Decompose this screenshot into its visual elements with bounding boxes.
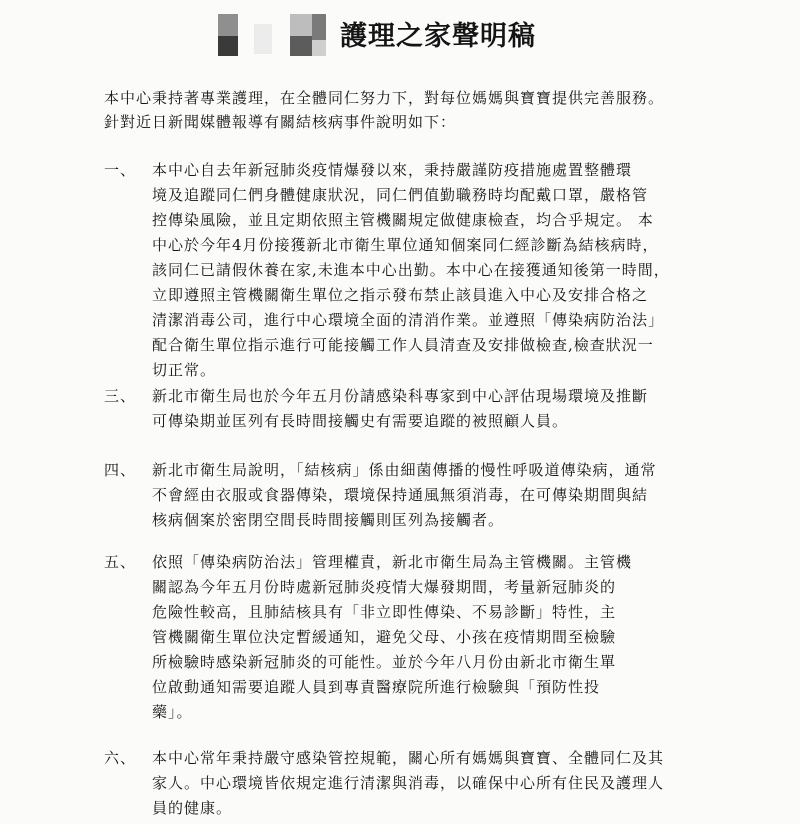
intro-paragraph xyxy=(104,86,664,134)
item-line: 境及追蹤同仁們身體健康狀況，同仁們值勤職務時均配戴口罩，嚴格管 xyxy=(152,186,649,204)
item-line: 本中心自去年新冠肺炎疫情爆發以來，秉持嚴謹防疫措施處置整體環 xyxy=(152,161,633,179)
item-line: 新北市衛生局說明，「結核病」係由細菌傳播的慢性呼吸道傳染病，通常 xyxy=(152,461,657,479)
item-number: 四、 xyxy=(104,461,137,479)
item-number: 五、 xyxy=(104,553,137,571)
item-line: 家人。中心環境皆依規定進行清潔與消毒，以確保中心所有住民及護理人 xyxy=(152,774,665,792)
item-line: 切正常。 xyxy=(152,361,217,379)
item-line: 管機關衛生單位決定暫緩通知，避免父母、小孩在疫情期間至檢驗 xyxy=(152,628,617,646)
item-line: 控傳染風險，並且定期依照主管機關規定做健康檢查，均合乎規定。 本 xyxy=(152,211,654,229)
item-line: 藥」。 xyxy=(152,703,193,721)
item-line: 所檢驗時感染新冠肺炎的可能性。並於今年八月份由新北市衛生單 xyxy=(152,653,617,671)
item-line: 中心於今年4月份接獲新北市衛生單位通知個案同仁經診斷為結核病時， xyxy=(152,236,659,254)
item-line: 配合衛生單位指示進行可能接觸工作人員清查及安排做檢查,檢查狀況一 xyxy=(152,336,654,354)
item-line: 清潔消毒公司，進行中心環境全面的清消作業。並遵照「傳染病防治法」 xyxy=(152,311,665,329)
item-number: 一、 xyxy=(104,161,137,179)
item-line: 關認為今年五月份時處新冠肺炎疫情大爆發期間，考量新冠肺炎的 xyxy=(152,578,617,596)
document-title: 護理之家聲明稿 xyxy=(340,21,536,52)
item-line: 核病個案於密閉空間長時間接觸則匡列為接觸者。 xyxy=(152,511,505,529)
item-line: 危險性較高，且肺結核具有「非立即性傳染、不易診斷」特性，主 xyxy=(152,603,617,621)
item-line: 本中心常年秉持嚴守感染管控規範，關心所有媽媽與寶寶、全體同仁及其 xyxy=(152,749,665,767)
item-line: 位啟動通知需要追蹤人員到專責醫療院所進行檢驗與「預防性投 xyxy=(152,678,601,696)
item-line: 依照「傳染病防治法」管理權責，新北市衛生局為主管機關。主管機 xyxy=(152,553,633,571)
item-line: 員的健康。 xyxy=(152,799,233,817)
item-line: 不會經由衣服或食器傳染，環境保持通風無須消毒，在可傳染期間與結 xyxy=(152,486,649,504)
intro-line: 針對近日新聞媒體報導有關結核病事件說明如下： xyxy=(104,113,457,131)
intro-line: 本中心秉持著專業護理，在全體同仁努力下，對每位媽媽與寶寶提供完善服務。 xyxy=(104,89,665,107)
item-line: 新北市衛生局也於今年五月份請感染科專家到中心評估現場環境及推斷 xyxy=(152,387,649,405)
item-line: 可傳染期並匡列有長時間接觸史有需要追蹤的被照顧人員。 xyxy=(152,412,569,430)
item-line: 該同仁已請假休養在家,未進本中心出勤。本中心在接獲通知後第一時間， xyxy=(152,261,670,279)
item-line: 立即遵照主管機關衛生單位之指示發布禁止該員進入中心及安排合格之 xyxy=(152,286,649,304)
item-number: 三、 xyxy=(104,387,137,405)
item-number: 六、 xyxy=(104,749,137,767)
